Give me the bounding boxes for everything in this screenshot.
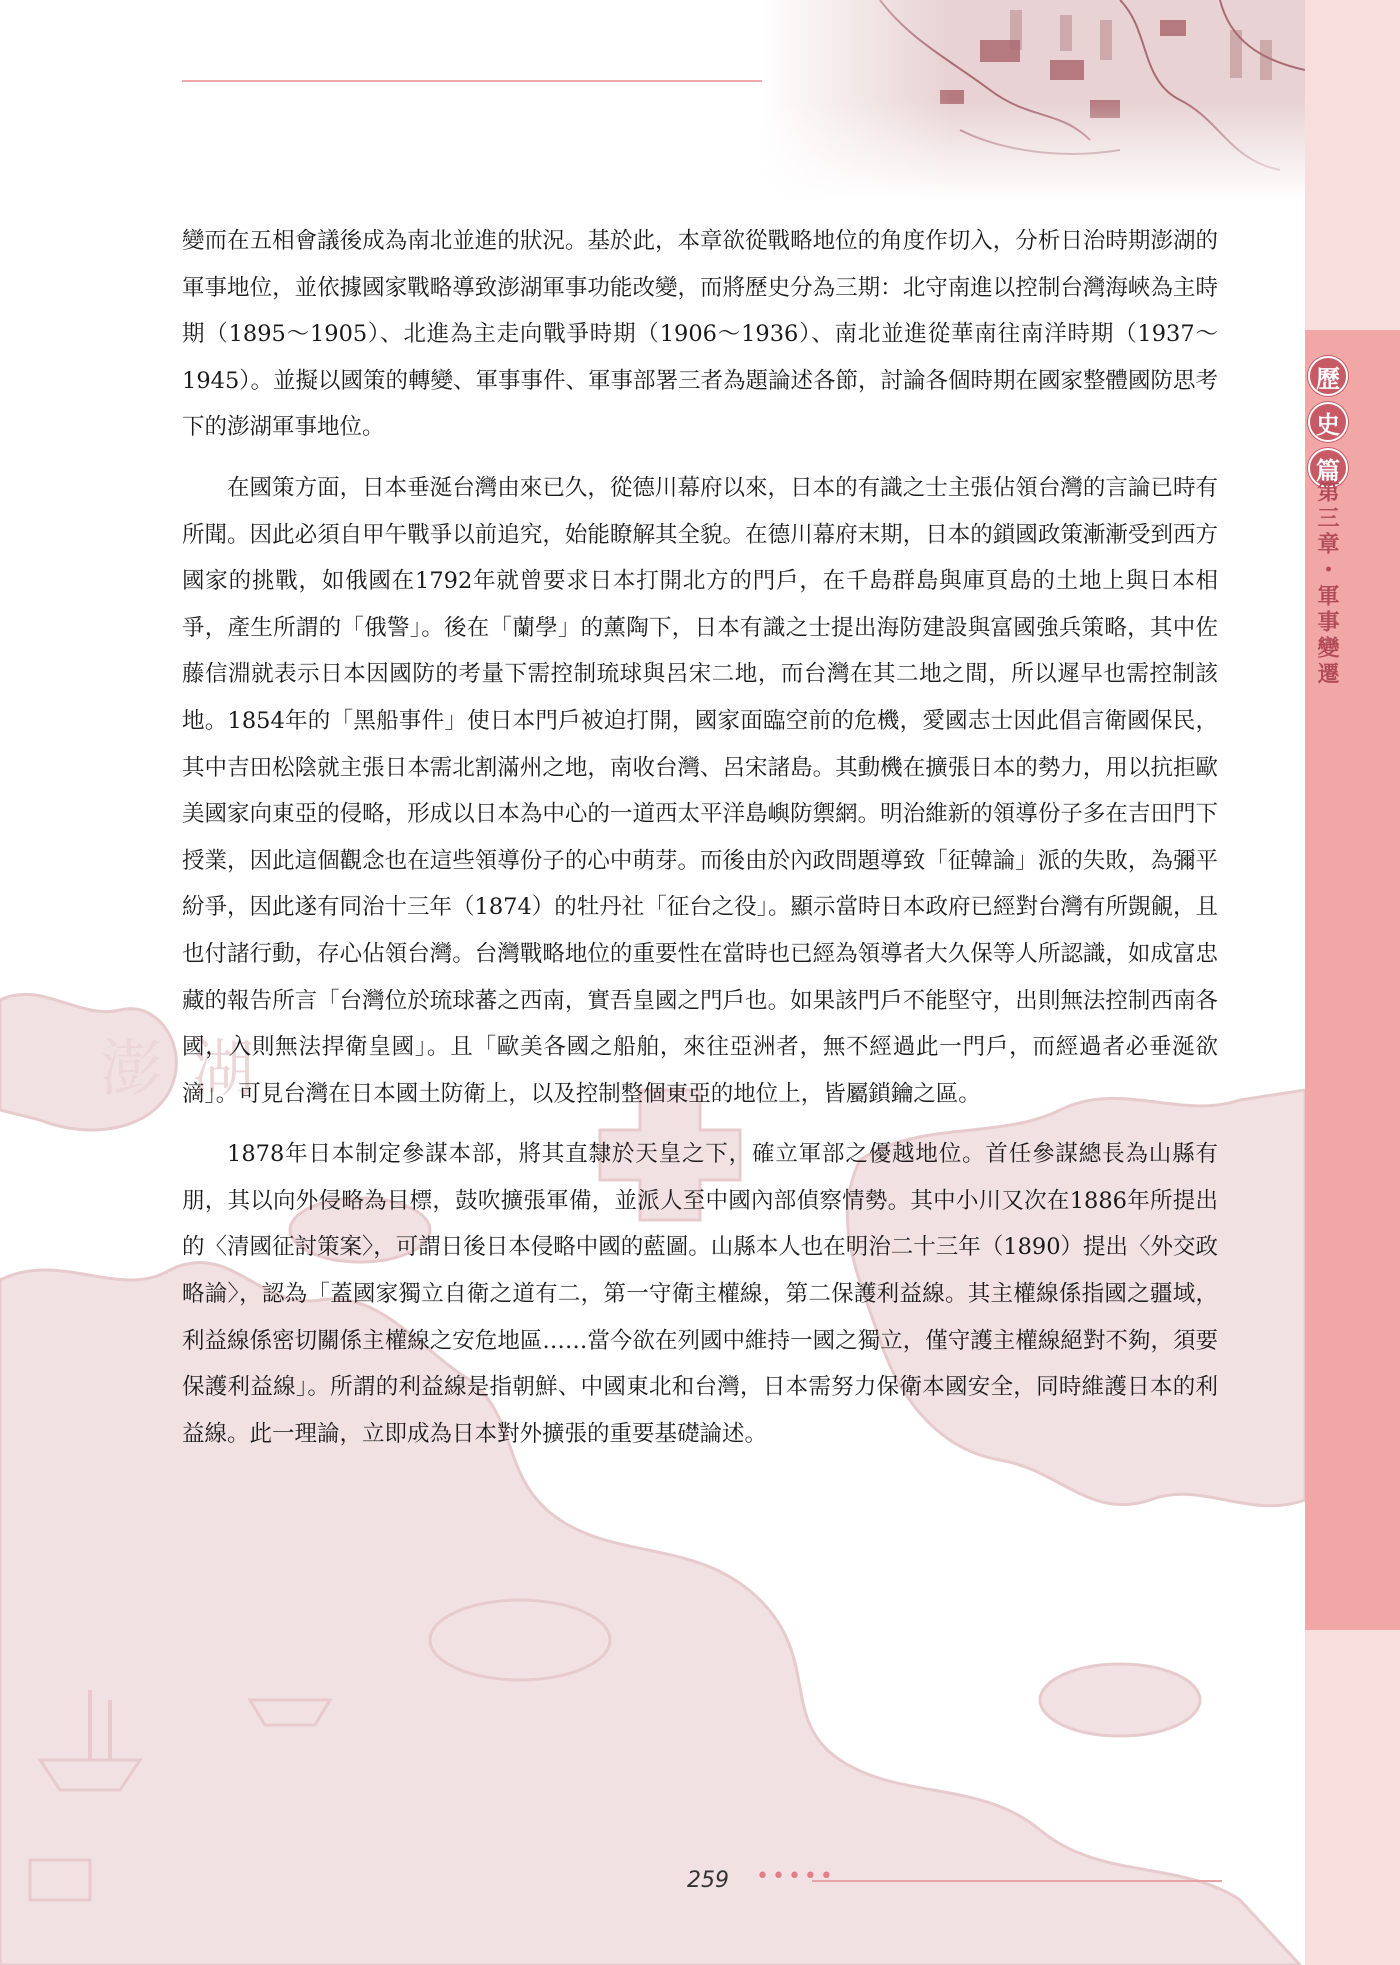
section-title-char: 史 xyxy=(1308,402,1348,442)
section-title-char: 歷 xyxy=(1308,356,1348,396)
paragraph: 1878年日本制定參謀本部，將其直隸於天皇之下，確立軍部之優越地位。首任參謀總長為山縣有朋，其以向外侵略為目標，鼓吹擴張軍備，並派人至中國內部偵察情勢。其中小川又次在1886年所提出的〈清國征討策案〉，可謂日後日本侵略中國的藍圖。山縣本人也在明治二十三年（1890）提出〈外交政略論〉，認為「蓋國家獨立自衛之道有二，第一守衛主權線，第二保護利益線。其主權線係指國之疆域，利益線係密切關係主權線之安危地區……當今欲在列國中維持一國之獨立，僅守護主權線絕對不夠，須要保護利益線」。所謂的利益線是指朝鮮、中國東北和台灣，日本需努力保衛本國安全，同時維護日本的利益線。此一理論，立即成為日本對外擴張的重要基礎論述。 xyxy=(182,1141,1219,1447)
header-rule xyxy=(182,80,762,82)
paragraph: 變而在五相會議後成為南北並進的狀況。基於此，本章欲從戰略地位的角度作切入，分析日治時期澎湖的軍事地位，並依據國家戰略導致澎湖軍事功能改變，而將歷史分為三期：北守南進以控制台灣海峽為主時期（1895～1905）、北進為主走向戰爭時期（1906～1936）、南北並進從華南往南洋時期（1937～1945）。並擬以國策的轉變、軍事事件、軍事部署三者為題論述各節，討論各個時期在國家整體國防思考下的澎湖軍事地位。 xyxy=(182,228,1219,441)
map-watermark-text: 澎湖 xyxy=(100,1032,285,1105)
body-text xyxy=(182,218,1218,1457)
footer-rule xyxy=(812,1880,1222,1882)
chapter-label-vertical: 第三章・軍事變遷 xyxy=(1314,480,1339,688)
section-title-char: 篇 xyxy=(1308,448,1348,488)
top-map-fragment xyxy=(760,0,1305,200)
paragraph: 在國策方面，日本垂涎台灣由來已久，從德川幕府以來，日本的有識之士主張佔領台灣的言論已時有所聞。因此必須自甲午戰爭以前追究，始能瞭解其全貌。在德川幕府末期，日本的鎖國政策漸漸受到西方國家的挑戰，如俄國在1792年就曾要求日本打開北方的門戶，在千島群島與庫頁島的土地上與日本相爭，產生所謂的「俄警」。後在「蘭學」的薰陶下，日本有識之士提出海防建設與富國強兵策略，其中佐藤信淵就表示日本因國防的考量下需控制琉球與呂宋二地，而台灣在其二地之間，所以遲早也需控制該地。1854年的「黑船事件」使日本門戶被迫打開，國家面臨空前的危機，愛國志士因此倡言衛國保民，其中吉田松陰就主張日本需北割滿州之地，南收台灣、呂宋諸島。其動機在擴張日本的勢力，用以抗拒歐美國家向東亞的侵略，形成以日本為中心的一道西太平洋島嶼防禦網。明治維新的領導份子多在吉田門下授業，因此這個觀念也在這些領導份子的心中萌芽。而後由於內政問題導致「征韓論」派的失敗，為彌平紛爭，因此遂有同治十三年（1874）的牡丹社「征台之役」。顯示當時日本政府已經對台灣有所覬覦，且也付諸行動，存心佔領台灣。台灣戰略地位的重要性在當時也已經為領導者大久保等人所認識，如成富忠藏的報告所言「台灣位於琉球蕃之西南，實吾皇國之門戶也。如果該門戶不能堅守，出則無法控制西南各國，入則無法捍衛皇國」。且「歐美各國之船舶，來往亞洲者，無不經過此一門戶，而經過者必垂涎欲滴」。可見台灣在日本國土防衛上，以及控制整個東亞的地位上，皆屬鎖鑰之區。 xyxy=(182,474,1219,1107)
section-title-vertical xyxy=(1308,356,1348,488)
page-number: 259 xyxy=(687,1868,729,1893)
footer-dots: ••••• xyxy=(756,1864,836,1889)
